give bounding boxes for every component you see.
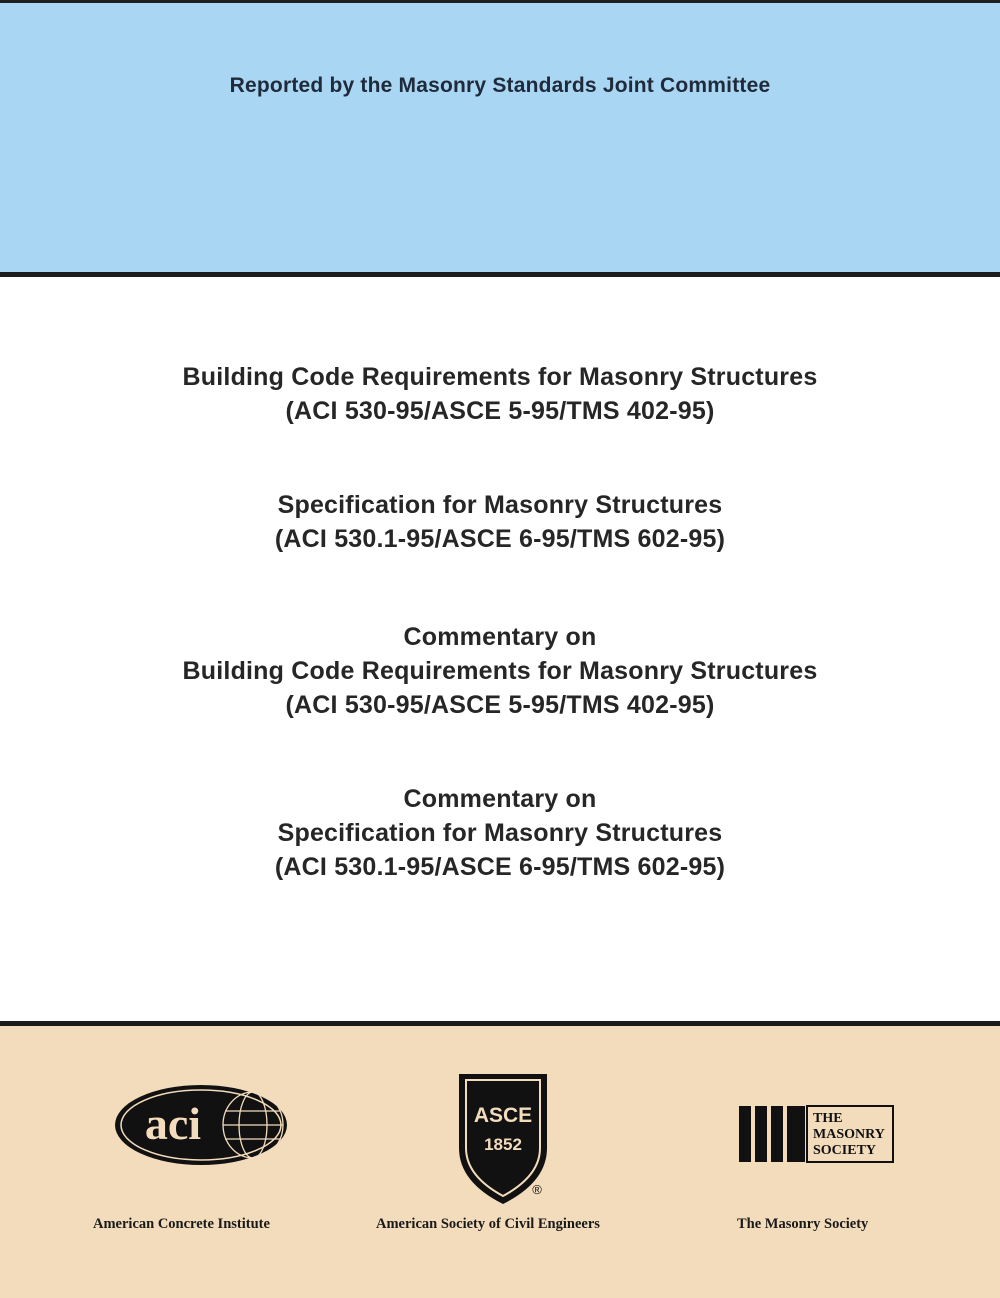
title-line: Building Code Requirements for Masonry Structures (182, 363, 818, 391)
asce-name: American Society of Civil Engineers (376, 1216, 600, 1232)
title-line: (ACI 530.1-95/ASCE 6-95/TMS 602-95) (274, 525, 726, 553)
aci-logo-text: aci (144, 1098, 202, 1149)
title-line: Specification for Masonry Structures (277, 491, 723, 519)
document-titles (0, 360, 1000, 944)
asce-logo (455, 1070, 555, 1210)
title-block-commentary-specification (0, 782, 1000, 884)
title-line: (ACI 530-95/ASCE 5-95/TMS 402-95) (285, 397, 715, 425)
tms-logo-line-2: MASONRY (813, 1127, 885, 1142)
asce-logo-year: 1852 (484, 1135, 522, 1154)
title-line: Commentary on (403, 623, 597, 651)
registered-mark: ® (532, 1182, 542, 1197)
title-block-commentary-building-code (0, 620, 1000, 722)
title-line: Specification for Masonry Structures (277, 819, 723, 847)
title-block-specification (0, 488, 1000, 556)
tms-name: The Masonry Society (737, 1216, 869, 1232)
title-line: Building Code Requirements for Masonry Structures (182, 657, 818, 685)
title-block-building-code (0, 360, 1000, 428)
tms-logo-line-1: THE (813, 1111, 843, 1126)
reported-by-text: Reported by the Masonry Standards Joint Committee (229, 74, 771, 97)
title-line: Commentary on (403, 785, 597, 813)
masonry-society-logo (737, 1104, 897, 1166)
asce-logo-text: ASCE (473, 1104, 533, 1127)
top-blue-band (0, 0, 1000, 272)
title-line: (ACI 530.1-95/ASCE 6-95/TMS 602-95) (274, 853, 726, 881)
top-divider (0, 272, 1000, 277)
aci-logo (113, 1083, 293, 1167)
title-line: (ACI 530-95/ASCE 5-95/TMS 402-95) (285, 691, 715, 719)
aci-name: American Concrete Institute (93, 1216, 270, 1232)
tms-logo-line-3: SOCIETY (813, 1143, 877, 1158)
